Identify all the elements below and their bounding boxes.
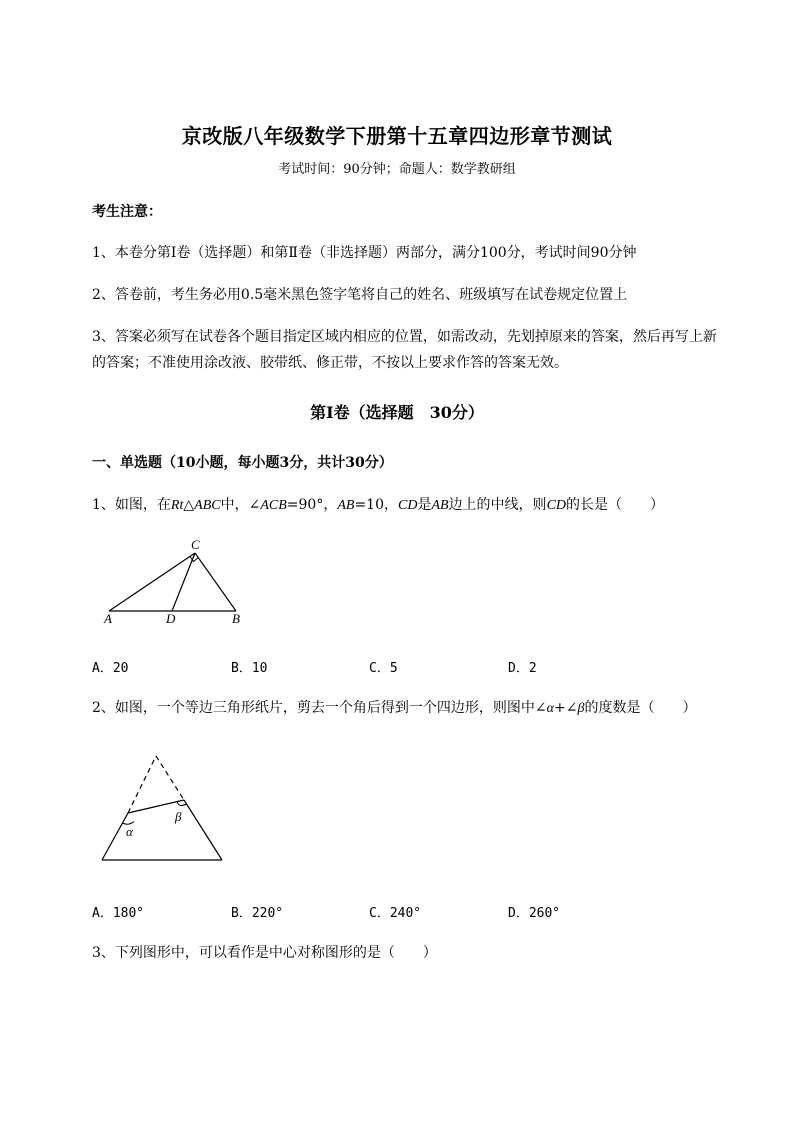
q2-option-b[interactable]: B．220° [231, 906, 284, 921]
question-2-stem: 2、如图，一个等边三角形纸片，剪去一个角后得到一个四边形，则图中∠α+∠β的度数是（ ） [92, 700, 697, 716]
right-angle-mark [190, 557, 199, 562]
label-c: C [191, 537, 200, 552]
label-d: D [166, 611, 176, 626]
section-title: 第I卷（选择题 30分） [310, 403, 484, 422]
notice-item-2: 2、答卷前，考生务必用0.5毫米黑色签字笔将自己的姓名、班级填写在试卷规定位置上 [92, 287, 628, 303]
exam-info: 考试时间：90分钟；命题人：数学教研组 [278, 162, 516, 177]
notice-item-1: 1、本卷分第I卷（选择题）和第Ⅱ卷（非选择题）两部分，满分100分，考试时间90分钟 [92, 245, 637, 261]
question-1-figure [100, 535, 250, 630]
question-1-stem: 1、如图，在Rt△ABC中，∠ACB=90°，AB=10，CD是AB边上的中线，则CD的长是（ ） [92, 497, 665, 513]
cut-corner-right-edge [156, 756, 184, 800]
segment-cb [195, 553, 236, 611]
label-a: A [104, 611, 112, 626]
notice-item-3-line-2: 的答案；不准使用涂改液、胶带纸、修正带，不按以上要求作答的答案无效。 [92, 355, 568, 371]
quad-right-edge [184, 800, 222, 860]
cut-corner-left-edge [128, 756, 156, 813]
q1-option-a[interactable]: A．20 [92, 661, 129, 676]
label-alpha: α [126, 824, 133, 839]
q2-option-d[interactable]: D．260° [508, 906, 561, 921]
label-beta: β [175, 809, 182, 824]
q2-option-c[interactable]: C．240° [369, 906, 422, 921]
part-heading: 一、单选题（10小题，每小题3分，共计30分） [92, 455, 393, 471]
quad-left-edge [102, 813, 128, 860]
question-2-figure [95, 748, 230, 866]
page-title: 京改版八年级数学下册第十五章四边形章节测试 [181, 124, 613, 148]
q1-option-b[interactable]: B．10 [231, 661, 268, 676]
notice-item-3-line-1: 3、答案必须写在试卷各个题目指定区域内相应的位置，如需改动，先划掉原来的答案，然后再写上新 [92, 329, 717, 345]
segment-cd [172, 553, 195, 611]
label-b: B [232, 611, 240, 626]
q1-option-d[interactable]: D．2 [508, 661, 537, 676]
notice-heading: 考生注意： [92, 204, 162, 220]
q1-option-c[interactable]: C．5 [369, 661, 398, 676]
question-3-stem: 3、下列图形中，可以看作是中心对称图形的是（ ） [92, 945, 437, 961]
segment-ac [109, 553, 195, 611]
q2-option-a[interactable]: A．180° [92, 906, 145, 921]
